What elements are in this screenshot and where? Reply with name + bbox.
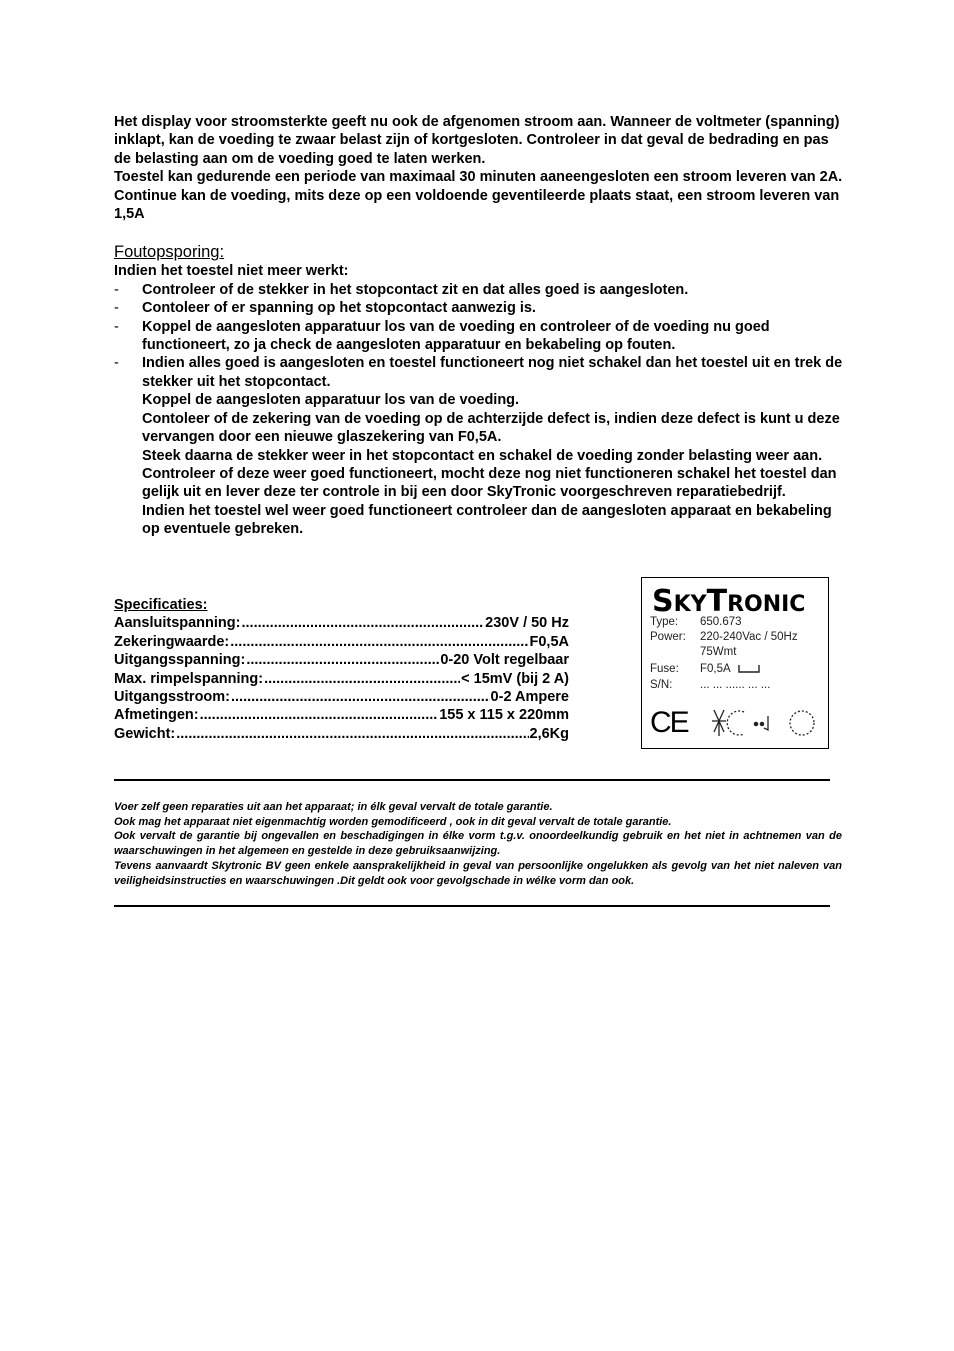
spec-label: Uitgangsspanning: bbox=[114, 652, 246, 669]
spec-label: Gewicht: bbox=[114, 725, 176, 742]
spec-label: Afmetingen: bbox=[114, 707, 199, 724]
dash-bullet: - bbox=[114, 355, 119, 372]
spec-row bbox=[114, 725, 569, 743]
troubleshooting-subheading: Indien het toestel niet meer werkt: bbox=[114, 263, 349, 280]
dot-leader bbox=[264, 670, 460, 688]
dot-leader bbox=[231, 688, 490, 706]
step-text: Contoleer of er spanning op het stopcontact aanwezig is. bbox=[142, 300, 536, 317]
divider-top bbox=[114, 779, 830, 781]
intro-paragraph-1: Het display voor stroomsterkte geeft nu ook de afgenomen stroom aan. Wanneer de voltmeter (spanning) inklapt, kan de voeding te zwaar belast zijn of kortgesloten. Controleer in dat geval de bedrading en pas de belasting aan om de voeding goed te laten werken. bbox=[114, 114, 840, 167]
spec-label: Zekeringwaarde: bbox=[114, 633, 230, 650]
certification-symbols-icon bbox=[704, 706, 822, 740]
dot-leader bbox=[200, 706, 439, 724]
spec-row bbox=[114, 633, 569, 651]
divider-bottom bbox=[114, 905, 830, 907]
spec-value: 0-2 Ampere bbox=[490, 689, 569, 706]
list-item bbox=[114, 299, 844, 317]
spec-row bbox=[114, 614, 569, 632]
troubleshooting-steps bbox=[114, 281, 844, 539]
spec-label: Max. rimpelspanning: bbox=[114, 670, 264, 687]
warning-line: Ook vervalt de garantie bij ongevallen en beschadigingen in élke vorm t.g.v. onoordeelkundig gebruik en het niet in achtnemen van de waarschuwingen in het algemeen en gestelde in deze gebruiksaanwijzing. bbox=[114, 830, 842, 858]
main-text bbox=[114, 113, 844, 539]
dash-bullet: - bbox=[114, 300, 119, 317]
dash-bullet: - bbox=[114, 281, 119, 298]
ce-mark-icon: CE bbox=[650, 706, 688, 739]
label-power-row: Power: 220-240Vac / 50Hz bbox=[650, 631, 798, 643]
dot-leader bbox=[176, 725, 528, 743]
spec-value: 230V / 50 Hz bbox=[485, 615, 569, 632]
step-text: Koppel de aangesloten apparatuur los van de voeding. bbox=[142, 392, 520, 409]
warning-line: Voer zelf geen reparaties uit aan het apparaat; in élk geval vervalt de totale garantie. bbox=[114, 801, 553, 813]
spec-value: < 15mV (bij 2 A) bbox=[461, 670, 569, 687]
dot-leader bbox=[246, 651, 439, 669]
intro-section bbox=[114, 113, 844, 223]
label-type-row: Type: 650.673 bbox=[650, 616, 742, 628]
spec-value: F0,5A bbox=[529, 633, 569, 650]
warning-line: Tevens aanvaardt Skytronic BV geen enkele aansprakelijkheid in geval van persoonlijke ongelukken als gevolg van het niet naleven van veiligheidsinstructies en waarschuwingen .Dit geldt ook voor gevolgschade in wélke vorm dan ook. bbox=[114, 859, 842, 887]
fuse-symbol-icon bbox=[737, 664, 761, 674]
specifications bbox=[114, 596, 569, 743]
intro-paragraph-2: Toestel kan gedurende een periode van maximaal 30 minuten aaneengesloten een stroom leveren van 2A. Continue kan de voeding, mits deze op een voldoende geventileerde plaats staat, een stroom leveren van 1,5A bbox=[114, 169, 843, 223]
step-text: Steek daarna de stekker weer in het stopcontact en schakel de voeding zonder belasting weer aan. Controleer of deze weer goed functioneert, mocht deze nog niet functioneren schakel het toestel dan gelijk uit en lever deze ter controle in bij een door SkyTronic voorgeschreven reparatiebedrijf. bbox=[142, 447, 837, 501]
spec-row bbox=[114, 688, 569, 706]
label-sn-row: S/N: ... ... ...... ... ... bbox=[650, 679, 771, 691]
spec-label: Aansluitspanning: bbox=[114, 615, 241, 632]
dash-bullet: - bbox=[114, 318, 119, 335]
specs-title: Specificaties: bbox=[114, 597, 208, 613]
label-power-row-2: 75Wmt bbox=[700, 646, 737, 658]
product-label bbox=[641, 577, 829, 749]
spec-label: Uitgangsstroom: bbox=[114, 689, 230, 706]
list-item bbox=[114, 354, 844, 538]
warranty-notice bbox=[114, 800, 842, 888]
spec-row bbox=[114, 651, 569, 669]
warning-line: Ook mag het apparaat niet eigenmachtig worden gemodificeerd , ook in dit geval vervalt de totale garantie. bbox=[114, 815, 672, 828]
label-fuse-row: Fuse: F0,5A bbox=[650, 663, 761, 675]
spec-value: 2,6Kg bbox=[529, 725, 569, 742]
spec-value: 0-20 Volt regelbaar bbox=[440, 652, 569, 669]
step-text: Contoleer of de zekering van de voeding op de achterzijde defect is, indien deze defect is kunt u deze vervangen door een nieuwe glaszekering van F0,5A. bbox=[142, 410, 840, 446]
spec-value: 155 x 115 x 220mm bbox=[439, 707, 569, 724]
troubleshooting-heading: Foutopsporing: bbox=[114, 243, 225, 262]
step-text: Indien alles goed is aangesloten en toestel functioneert nog niet schakel dan het toestel uit en trek de stekker uit het stopcontact. bbox=[142, 355, 843, 390]
step-text: Indien het toestel wel weer goed functioneert controleer dan de aangesloten apparaat en bekabeling op eventuele gebreken. bbox=[142, 502, 832, 538]
step-text: Koppel de aangesloten apparatuur los van de voeding en controleer of de voeding nu goed functioneert, zo ja check de aangesloten apparatuur en bekabeling op fouten. bbox=[142, 318, 770, 354]
dot-leader bbox=[230, 633, 528, 651]
list-item bbox=[114, 318, 844, 355]
spec-row bbox=[114, 670, 569, 688]
brand-logo: SKYTRONIC bbox=[652, 584, 806, 619]
step-text: Controleer of de stekker in het stopcontact zit en dat alles goed is aangesloten. bbox=[142, 281, 689, 298]
list-item bbox=[114, 281, 844, 299]
dot-leader bbox=[241, 614, 484, 632]
spec-row bbox=[114, 706, 569, 724]
